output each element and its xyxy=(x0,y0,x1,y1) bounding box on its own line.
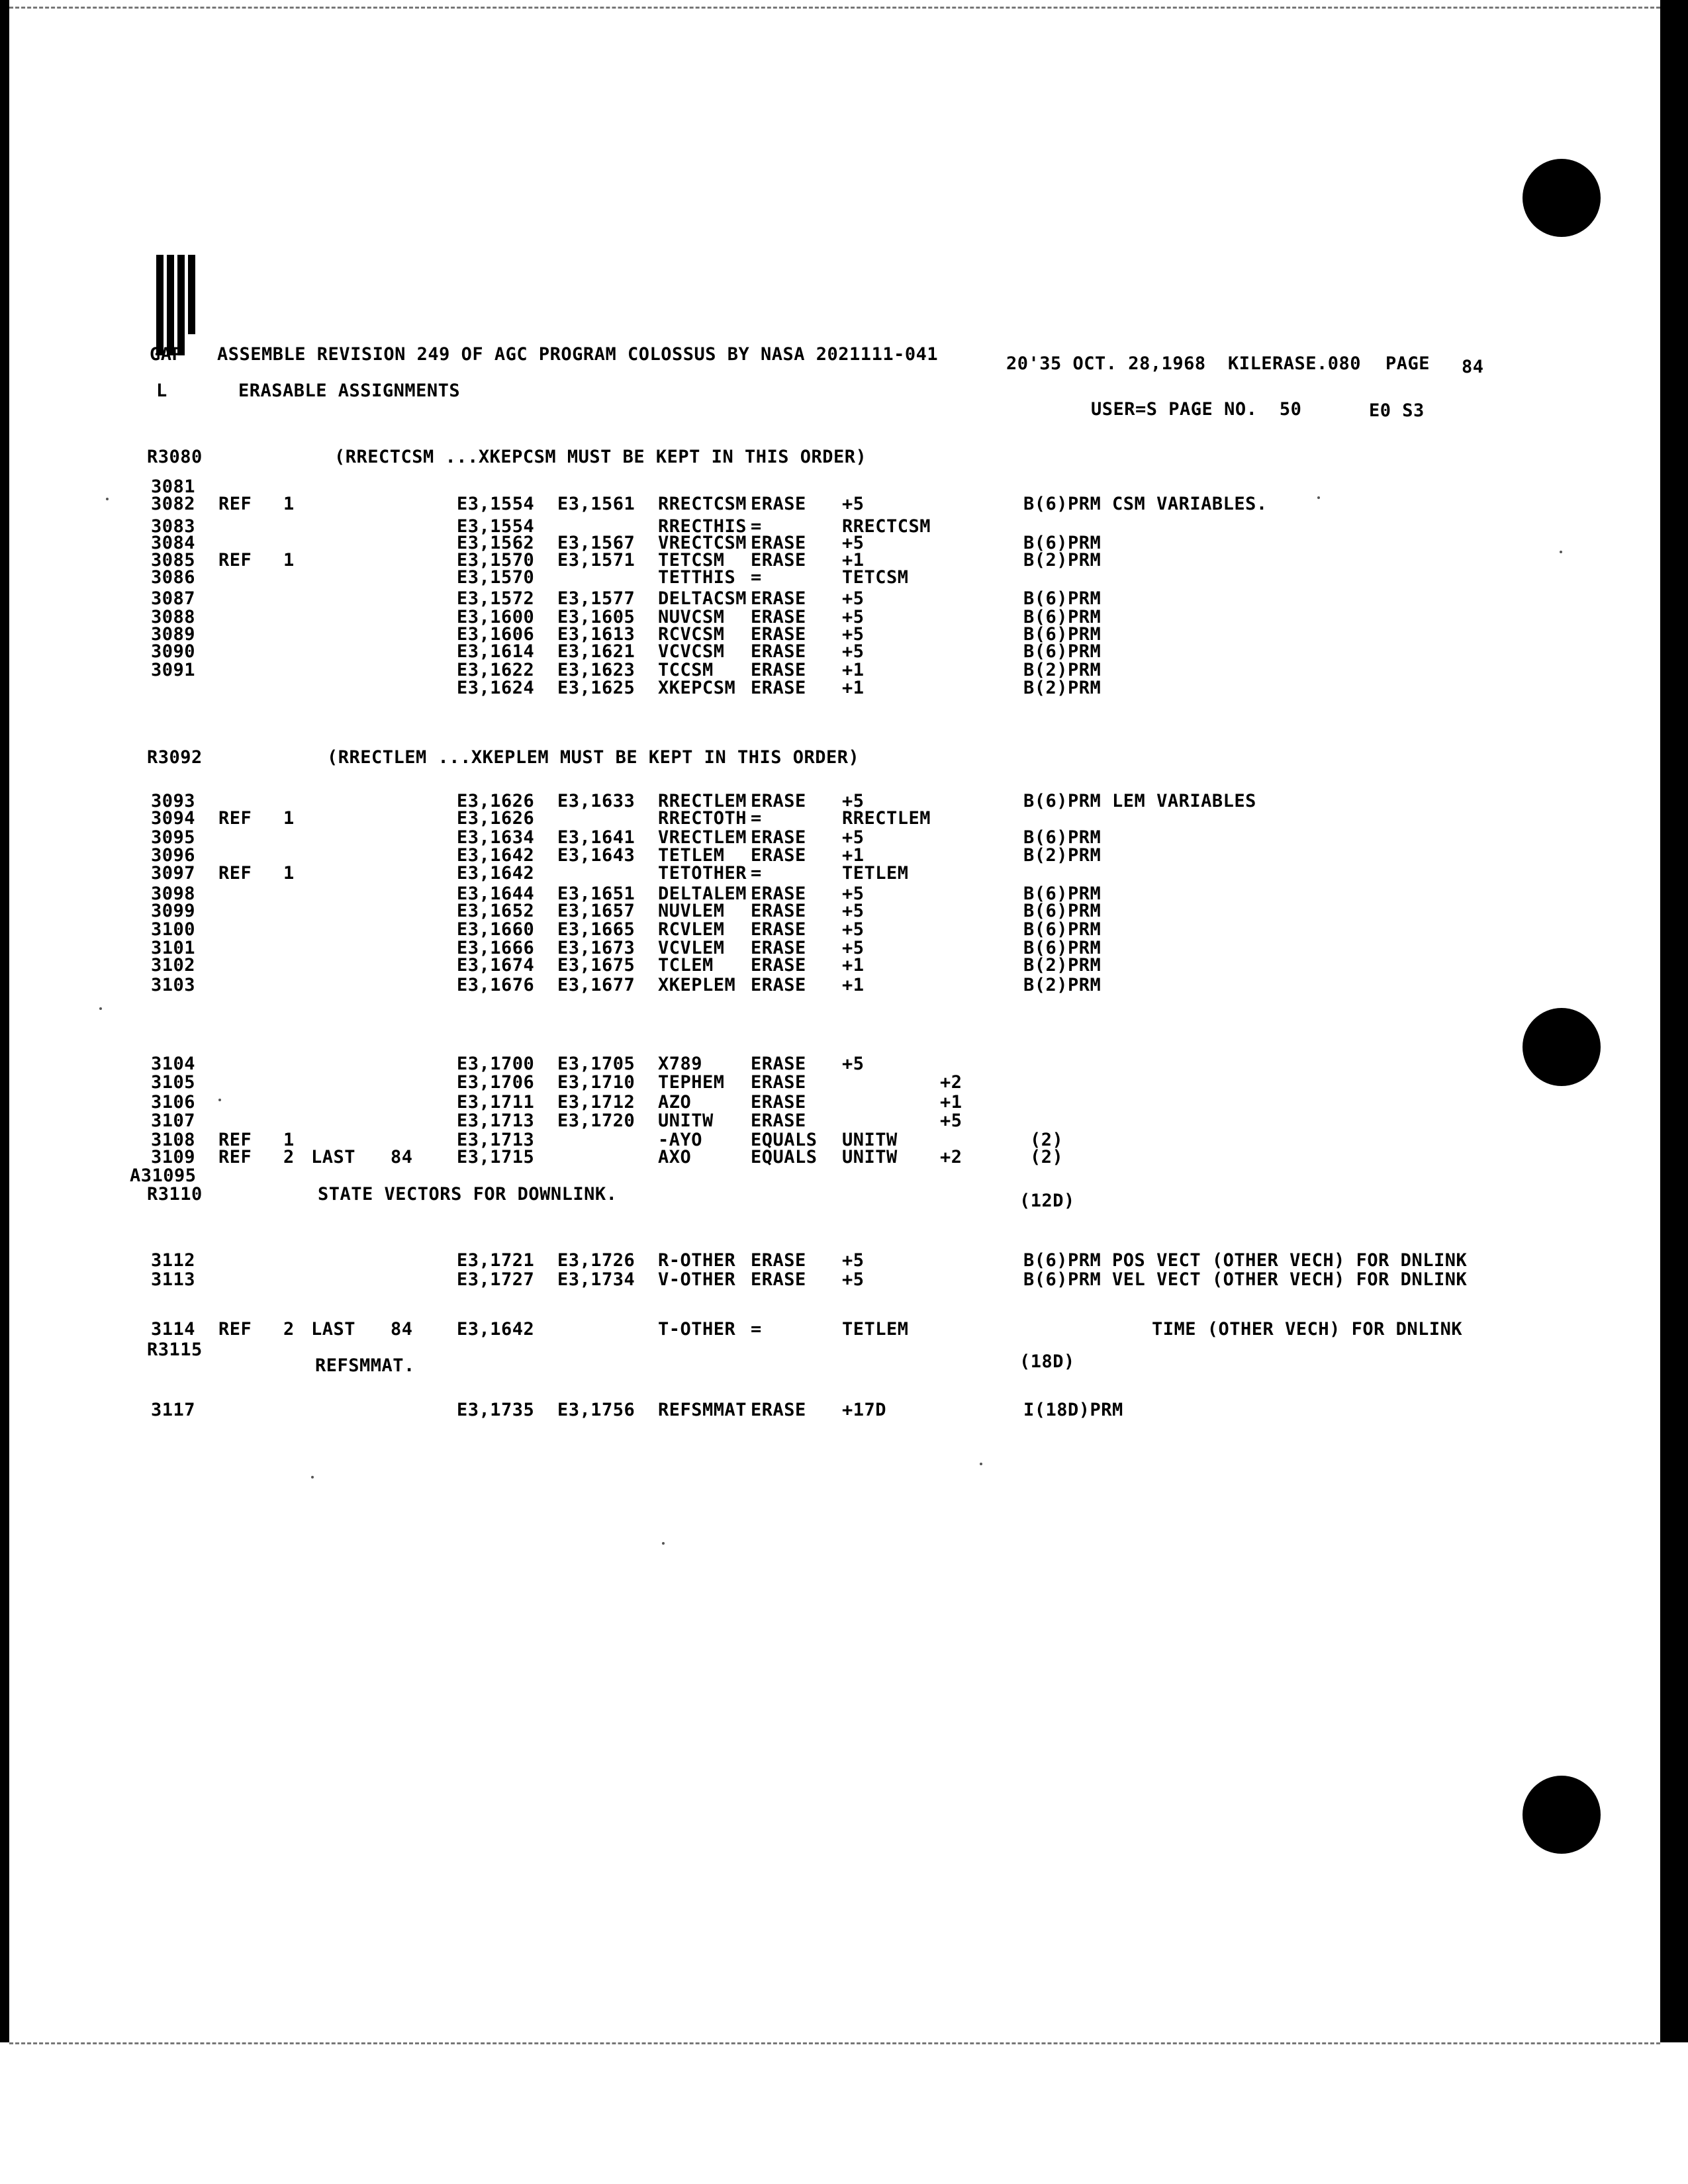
listing-ln: 3093 xyxy=(151,791,196,811)
listing-opd: TETLEM xyxy=(842,863,909,884)
listing-rem: B(2)PRM xyxy=(1023,845,1102,866)
listing-op: ERASE xyxy=(751,791,806,811)
gap-mark: GAP xyxy=(150,344,183,365)
listing-ln: 3090 xyxy=(151,641,196,662)
scan-speck xyxy=(1317,496,1320,499)
listing-sym: XKEPLEM xyxy=(658,975,736,995)
listing-a2: E3,1710 xyxy=(557,1072,635,1093)
listing-sym: TETLEM xyxy=(658,845,725,866)
listing-opd: UNITW xyxy=(842,1130,898,1150)
listing-op: ERASE xyxy=(751,607,806,627)
listing-a1: E3,1660 xyxy=(457,919,535,940)
listing-opd: +5 xyxy=(842,624,865,645)
listing-rem: B(2)PRM xyxy=(1023,550,1102,570)
listing-ln: R3092 xyxy=(147,747,203,768)
listing-ln: 3112 xyxy=(151,1250,196,1271)
listing-a2: E3,1657 xyxy=(557,901,635,921)
listing-ln: 3104 xyxy=(151,1054,196,1074)
listing-sym: VCVLEM xyxy=(658,938,725,958)
listing-sym: TETTHIS xyxy=(658,567,736,588)
listing-ln: 3085 xyxy=(151,550,196,570)
listing-ln: 3096 xyxy=(151,845,196,866)
listing-a1: E3,1706 xyxy=(457,1072,535,1093)
listing-rem: B(6)PRM POS VECT (OTHER VECH) FOR DNLINK xyxy=(1023,1250,1468,1271)
listing-sym: TETOTHER xyxy=(658,863,747,884)
listing-rem: B(6)PRM LEM VARIABLES xyxy=(1023,791,1256,811)
listing-op: = xyxy=(751,567,762,588)
user-page-number: USER=S PAGE NO. 50 xyxy=(1091,399,1302,420)
page-label: PAGE xyxy=(1385,353,1430,374)
listing-comment: (RRECTLEM ...XKEPLEM MUST BE KEPT IN THIS ORDER) xyxy=(327,747,860,768)
listing-rem: B(6)PRM xyxy=(1023,624,1102,645)
listing-sym: T-OTHER xyxy=(658,1319,736,1340)
listing-opd: +5 xyxy=(842,641,865,662)
listing-a1: E3,1642 xyxy=(457,1319,535,1340)
listing-a1: E3,1600 xyxy=(457,607,535,627)
listing-rem: B(6)PRM xyxy=(1023,588,1102,609)
listing-opd: +5 xyxy=(842,1269,865,1290)
listing-a2: E3,1621 xyxy=(557,641,635,662)
listing-rem: B(6)PRM xyxy=(1023,607,1102,627)
scan-speck xyxy=(106,498,109,500)
listing-op: ERASE xyxy=(751,1072,806,1093)
listing-opd: +5 xyxy=(842,919,865,940)
listing-ref: REF xyxy=(218,808,252,829)
listing-last: LAST xyxy=(311,1147,356,1167)
listing-a1: E3,1652 xyxy=(457,901,535,921)
scan-speck xyxy=(1560,551,1562,553)
listing-ln: 3097 xyxy=(151,863,196,884)
listing-a1: E3,1622 xyxy=(457,660,535,680)
listing-op: = xyxy=(751,808,762,829)
section-letter: L xyxy=(156,381,167,401)
listing-a2: E3,1633 xyxy=(557,791,635,811)
listing-sym: VRECTLEM xyxy=(658,827,747,848)
listing-rem: B(6)PRM xyxy=(1023,919,1102,940)
listing-a1: E3,1642 xyxy=(457,845,535,866)
listing-ln: 3099 xyxy=(151,901,196,921)
listing-rem: (18D) xyxy=(1019,1351,1075,1372)
listing-a2: E3,1673 xyxy=(557,938,635,958)
listing-a1: E3,1727 xyxy=(457,1269,535,1290)
listing-cnt: 1 xyxy=(283,1130,295,1150)
listing-rem: B(2)PRM xyxy=(1023,955,1102,976)
listing-sym: NUVCSM xyxy=(658,607,725,627)
listing-lastn: 84 xyxy=(391,1147,413,1167)
listing-rem: B(6)PRM xyxy=(1023,901,1102,921)
listing-ln: 3109 xyxy=(151,1147,196,1167)
listing-ln: 3107 xyxy=(151,1111,196,1131)
listing-a1: E3,1626 xyxy=(457,808,535,829)
listing-a2: E3,1756 xyxy=(557,1400,635,1420)
listing-op: ERASE xyxy=(751,588,806,609)
listing-op: ERASE xyxy=(751,533,806,553)
listing-ref: REF xyxy=(218,1319,252,1340)
listing-opd: +5 xyxy=(842,494,865,514)
listing-op: ERASE xyxy=(751,494,806,514)
listing-a2: E3,1605 xyxy=(557,607,635,627)
listing-cnt: 1 xyxy=(283,863,295,884)
listing-op: ERASE xyxy=(751,827,806,848)
listing-sym: RRECTLEM xyxy=(658,791,747,811)
listing-sym: XKEPCSM xyxy=(658,678,736,698)
listing-a1: E3,1666 xyxy=(457,938,535,958)
listing-lastn: 84 xyxy=(391,1319,413,1340)
listing-ln: 3089 xyxy=(151,624,196,645)
listing-opd2: +2 xyxy=(940,1147,962,1167)
listing-opd: +5 xyxy=(842,1054,865,1074)
listing-cnt: 1 xyxy=(283,550,295,570)
listing-opd: +1 xyxy=(842,975,865,995)
listing-a1: E3,1713 xyxy=(457,1111,535,1131)
listing-op: ERASE xyxy=(751,884,806,904)
listing-op: ERASE xyxy=(751,624,806,645)
listing-cnt: 2 xyxy=(283,1319,295,1340)
listing-sym: RCVLEM xyxy=(658,919,725,940)
listing-opd: +1 xyxy=(842,955,865,976)
scan-speck xyxy=(662,1542,665,1545)
listing-ln: 3117 xyxy=(151,1400,196,1420)
listing-sym: DELTACSM xyxy=(658,588,747,609)
listing-ln: 3108 xyxy=(151,1130,196,1150)
listing-opd: +5 xyxy=(842,1250,865,1271)
listing-a2: E3,1677 xyxy=(557,975,635,995)
listing-ln: 3113 xyxy=(151,1269,196,1290)
listing-op: ERASE xyxy=(751,901,806,921)
listing-comment: REFSMMAT. xyxy=(315,1355,415,1376)
listing-a1: E3,1676 xyxy=(457,975,535,995)
listing-op: ERASE xyxy=(751,1111,806,1131)
listing-op: ERASE xyxy=(751,1054,806,1074)
listing-ln: 3095 xyxy=(151,827,196,848)
listing-title: ASSEMBLE REVISION 249 OF AGC PROGRAM COLOSSUS BY NASA 2021111-041 xyxy=(217,344,939,365)
listing-comment: STATE VECTORS FOR DOWNLINK. xyxy=(318,1184,618,1205)
listing-a2: E3,1675 xyxy=(557,955,635,976)
listing-ln: 3106 xyxy=(151,1092,196,1113)
listing-sym: RCVCSM xyxy=(658,624,725,645)
listing-ln: 3084 xyxy=(151,533,196,553)
listing-a1: E3,1570 xyxy=(457,550,535,570)
listing-op: ERASE xyxy=(751,955,806,976)
listing-rem: B(2)PRM xyxy=(1023,678,1102,698)
listing-a1: E3,1626 xyxy=(457,791,535,811)
listing-a2: E3,1726 xyxy=(557,1250,635,1271)
listing-sym: REFSMMAT xyxy=(658,1400,747,1420)
listing-file: KILERASE.080 xyxy=(1228,353,1362,374)
listing-sym: VRECTCSM xyxy=(658,533,747,553)
listing-a1: E3,1562 xyxy=(457,533,535,553)
listing-rem: B(6)PRM xyxy=(1023,938,1102,958)
listing-a2: E3,1651 xyxy=(557,884,635,904)
listing-a2: E3,1625 xyxy=(557,678,635,698)
listing-a1: E3,1700 xyxy=(457,1054,535,1074)
listing-sym: DELTALEM xyxy=(658,884,747,904)
listing-ln: 3101 xyxy=(151,938,196,958)
listing-rem: B(6)PRM VEL VECT (OTHER VECH) FOR DNLINK xyxy=(1023,1269,1468,1290)
listing-opd: +1 xyxy=(842,678,865,698)
listing-op: ERASE xyxy=(751,919,806,940)
listing-sym: AXO xyxy=(658,1147,692,1167)
listing-op: ERASE xyxy=(751,641,806,662)
listing-a2: E3,1734 xyxy=(557,1269,635,1290)
listing-sym: V-OTHER xyxy=(658,1269,736,1290)
listing-ln: R3110 xyxy=(147,1184,203,1205)
listing-op: ERASE xyxy=(751,938,806,958)
listing-opd: +5 xyxy=(842,827,865,848)
listing-opd2: +5 xyxy=(940,1111,962,1131)
listing-op: EQUALS xyxy=(751,1130,818,1150)
listing-op: ERASE xyxy=(751,845,806,866)
listing-a1: E3,1735 xyxy=(457,1400,535,1420)
listing-opd: +1 xyxy=(842,550,865,570)
listing-opd2: +1 xyxy=(940,1092,962,1113)
listing-a1: E3,1721 xyxy=(457,1250,535,1271)
listing-a1: E3,1674 xyxy=(457,955,535,976)
listing-ln: 3083 xyxy=(151,516,196,537)
listing-rem: I(18D)PRM xyxy=(1023,1400,1123,1420)
listing-ln: R3080 xyxy=(147,447,203,467)
listing-cnt: 1 xyxy=(283,808,295,829)
listing-sym: AZO xyxy=(658,1092,692,1113)
listing-rem: B(2)PRM xyxy=(1023,975,1102,995)
scan-speck xyxy=(311,1476,314,1479)
listing-opd: +17D xyxy=(842,1400,887,1420)
scan-speck xyxy=(980,1463,982,1465)
listing-comment: (RRECTCSM ...XKEPCSM MUST BE KEPT IN THIS ORDER) xyxy=(334,447,867,467)
listing-a1: E3,1606 xyxy=(457,624,535,645)
listing-sym: NUVLEM xyxy=(658,901,725,921)
listing-cnt: 2 xyxy=(283,1147,295,1167)
listing-rem: B(6)PRM xyxy=(1023,884,1102,904)
listing-last: LAST xyxy=(311,1319,356,1340)
listing-sym: RRECTHIS xyxy=(658,516,747,537)
listing-op: ERASE xyxy=(751,1269,806,1290)
listing-op: ERASE xyxy=(751,1250,806,1271)
listing-opd: UNITW xyxy=(842,1147,898,1167)
listing-ref: REF xyxy=(218,863,252,884)
listing-opd: +1 xyxy=(842,660,865,680)
listing-opd: RRECTCSM xyxy=(842,516,931,537)
listing-ln: R3115 xyxy=(147,1340,203,1360)
listing-op: ERASE xyxy=(751,660,806,680)
listing-a1: E3,1554 xyxy=(457,516,535,537)
listing-ln: 3087 xyxy=(151,588,196,609)
listing-op: = xyxy=(751,516,762,537)
listing-opd: +5 xyxy=(842,901,865,921)
listing-op: ERASE xyxy=(751,550,806,570)
listing-sym: UNITW xyxy=(658,1111,714,1131)
listing-sym: -AYO xyxy=(658,1130,703,1150)
listing-cnt: 1 xyxy=(283,494,295,514)
listing-sym: R-OTHER xyxy=(658,1250,736,1271)
listing-op: ERASE xyxy=(751,678,806,698)
listing-ln: 3086 xyxy=(151,567,196,588)
section-title: ERASABLE ASSIGNMENTS xyxy=(238,381,461,401)
listing-sym: RRECTCSM xyxy=(658,494,747,514)
listing-rem: (2) xyxy=(1030,1147,1064,1167)
scan-speck xyxy=(99,1007,102,1010)
listing-sym: X789 xyxy=(658,1054,703,1074)
listing-a2: E3,1571 xyxy=(557,550,635,570)
listing-a1: E3,1715 xyxy=(457,1147,535,1167)
listing-a2: E3,1705 xyxy=(557,1054,635,1074)
page-number: 84 xyxy=(1462,357,1484,377)
listing-code: E0 S3 xyxy=(1369,400,1425,421)
listing-sym: RRECTOTH xyxy=(658,808,747,829)
listing-a2: E3,1623 xyxy=(557,660,635,680)
listing-ln: 3081 xyxy=(151,477,196,497)
listing-a2: E3,1613 xyxy=(557,624,635,645)
listing-op: EQUALS xyxy=(751,1147,818,1167)
listing-a2: E3,1643 xyxy=(557,845,635,866)
scan-speck xyxy=(218,1099,221,1101)
listing-opd: +5 xyxy=(842,533,865,553)
listing-opd: TETCSM xyxy=(842,567,909,588)
listing-opd2: +2 xyxy=(940,1072,962,1093)
listing-rem: B(6)PRM xyxy=(1023,827,1102,848)
listing-opd: +5 xyxy=(842,884,865,904)
listing-rem: (12D) xyxy=(1019,1191,1075,1211)
listing-ln: 3103 xyxy=(151,975,196,995)
listing-sym: VCVCSM xyxy=(658,641,725,662)
listing-sym: TCLEM xyxy=(658,955,714,976)
listing-rem: B(6)PRM xyxy=(1023,641,1102,662)
listing-a2: E3,1665 xyxy=(557,919,635,940)
listing-op: = xyxy=(751,863,762,884)
listing-sym: TETCSM xyxy=(658,550,725,570)
listing-ln: 3114 xyxy=(151,1319,196,1340)
listing-a2: E3,1720 xyxy=(557,1111,635,1131)
listing-op: ERASE xyxy=(751,975,806,995)
listing-a2: E3,1567 xyxy=(557,533,635,553)
listing-op: ERASE xyxy=(751,1092,806,1113)
listing-a1: E3,1713 xyxy=(457,1130,535,1150)
listing-a1: E3,1570 xyxy=(457,567,535,588)
listing-ln: 3098 xyxy=(151,884,196,904)
listing-ln: 3088 xyxy=(151,607,196,627)
listing-a2: E3,1577 xyxy=(557,588,635,609)
listing-opd: +1 xyxy=(842,845,865,866)
listing-ln: 3105 xyxy=(151,1072,196,1093)
listing-a1: E3,1572 xyxy=(457,588,535,609)
listing-a1: E3,1644 xyxy=(457,884,535,904)
listing-ln: A31095 xyxy=(130,1165,197,1186)
listing-rem: B(6)PRM CSM VARIABLES. xyxy=(1023,494,1268,514)
listing-ln: 3082 xyxy=(151,494,196,514)
listing-op: = xyxy=(751,1319,762,1340)
listing-opd: +5 xyxy=(842,791,865,811)
listing-ln: 3094 xyxy=(151,808,196,829)
listing-op: ERASE xyxy=(751,1400,806,1420)
listing-opd: RRECTLEM xyxy=(842,808,931,829)
listing-a1: E3,1614 xyxy=(457,641,535,662)
listing-opd: +5 xyxy=(842,607,865,627)
listing-a2: E3,1712 xyxy=(557,1092,635,1113)
listing-a1: E3,1642 xyxy=(457,863,535,884)
listing-a1: E3,1634 xyxy=(457,827,535,848)
listing-a2: E3,1641 xyxy=(557,827,635,848)
listing-datetime: 20'35 OCT. 28,1968 xyxy=(1006,353,1206,374)
listing-ln: 3091 xyxy=(151,660,196,680)
listing-a2: E3,1561 xyxy=(557,494,635,514)
listing-ref: REF xyxy=(218,550,252,570)
listing-a1: E3,1554 xyxy=(457,494,535,514)
listing-ln: 3102 xyxy=(151,955,196,976)
listing-sym: TEPHEM xyxy=(658,1072,725,1093)
listing-rem: B(6)PRM xyxy=(1023,533,1102,553)
listing-rem: B(2)PRM xyxy=(1023,660,1102,680)
listing-sym: TCCSM xyxy=(658,660,714,680)
listing-ref: REF xyxy=(218,1130,252,1150)
listing-opd: TETLEM xyxy=(842,1319,909,1340)
listing-opd: +5 xyxy=(842,938,865,958)
listing-opd: +5 xyxy=(842,588,865,609)
listing-a1: E3,1624 xyxy=(457,678,535,698)
listing-rem: (2) xyxy=(1030,1130,1064,1150)
listing-ref: REF xyxy=(218,494,252,514)
listing-rem: TIME (OTHER VECH) FOR DNLINK xyxy=(1152,1319,1463,1340)
listing-a1: E3,1711 xyxy=(457,1092,535,1113)
listing-ref: REF xyxy=(218,1147,252,1167)
listing-ln: 3100 xyxy=(151,919,196,940)
